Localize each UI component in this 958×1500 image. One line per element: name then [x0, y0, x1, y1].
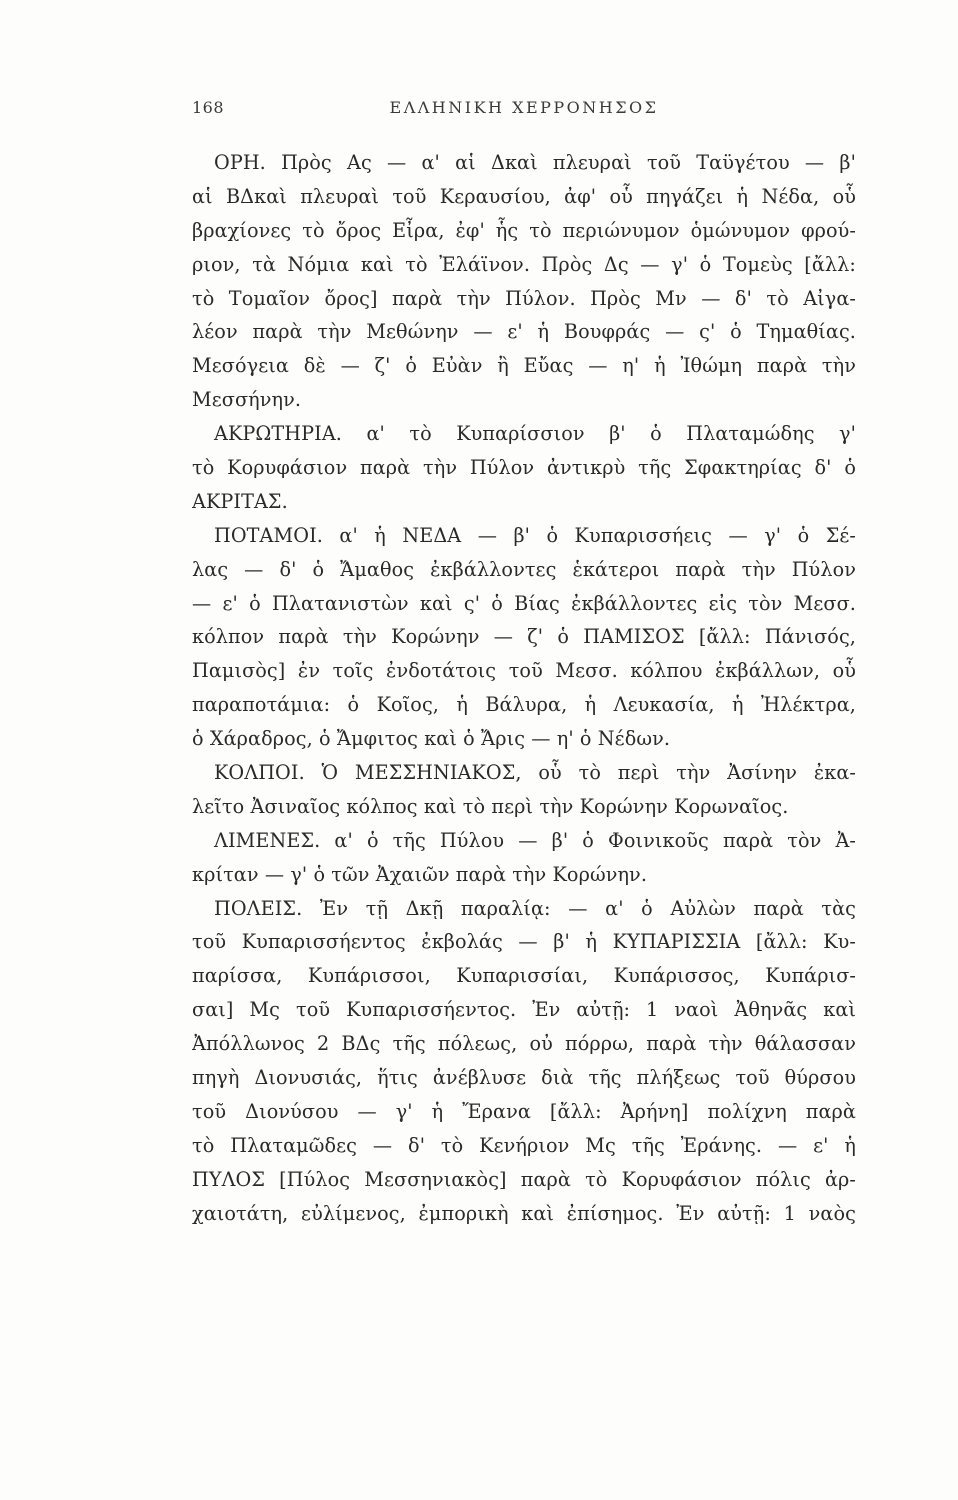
text-line: ΑΚΡΩΤΗΡΙΑ. α' τὸ Κυπαρίσσιον β' ὁ Πλαταμώδης γ' — [214, 422, 856, 446]
running-title: ΕΛΛΗΝΙΚΗ ΧΕΡΡΟΝΗΣΟΣ — [389, 98, 659, 117]
text-line: παραποτάμια: ὁ Κοῖος, ἡ Βάλυρα, ἡ Λευκασία, ἡ Ἠλέκτρα, — [192, 693, 856, 717]
body-text — [192, 146, 856, 1231]
text-line: ΠΟΛΕΙΣ. Ἐν τῇ Δκῇ παραλίᾳ: — α' ὁ Αὐλὼν παρὰ τὰς — [214, 896, 856, 920]
text-line: Μεσόγεια δὲ — ζ' ὁ Εὐὰν ἢ Εὔας — η' ἡ Ἰθώμη παρὰ τὴν — [192, 354, 856, 378]
text-line: λέον παρὰ τὴν Μεθώνην — ε' ἡ Βουφράς — ς' ὁ Τημαθίας. — [192, 320, 856, 344]
page-number: 168 — [192, 98, 225, 117]
text-line: ΟΡΗ. Πρὸς Ας — α' αἱ Δκαὶ πλευραὶ τοῦ Ταϋγέτου — β' — [214, 151, 856, 174]
text-line: παρίσσα, Κυπάρισσοι, Κυπαρισσίαι, Κυπάρισσος, Κυπάρισ- — [192, 964, 856, 988]
text-line: τὸ Πλαταμῶδες — δ' τὸ Κενήριον Μς τῆς Ἐράνης. — ε' ἡ — [192, 1133, 856, 1157]
text-line: λεῖτο Ἀσιναῖος κόλπος καὶ τὸ περὶ τὴν Κορώνην Κορωναῖος. — [192, 794, 789, 818]
running-head — [192, 98, 856, 128]
text-line: τοῦ Κυπαρισσήεντος ἐκβολάς — β' ἡ ΚΥΠΑΡΙΣΣΙΑ [ἄλλ: Κυ- — [192, 930, 856, 954]
text-line: κόλπον παρὰ τὴν Κορώνην — ζ' ὁ ΠΑΜΙΣΟΣ [ἄλλ: Πάνισός, — [192, 625, 856, 649]
text-line: κρίταν — γ' ὁ τῶν Ἀχαιῶν παρὰ τὴν Κορώνην. — [192, 862, 648, 886]
text-line: ΛΙΜΕΝΕΣ. α' ὁ τῆς Πύλου — β' ὁ Φοινικοῦς παρὰ τὸν Ἀ- — [214, 828, 856, 852]
text-line: Μεσσήνην. — [192, 388, 302, 412]
text-line: ΠΥΛΟΣ [Πύλος Μεσσηνιακὸς] παρὰ τὸ Κορυφάσιον πόλις ἀρ- — [192, 1167, 856, 1191]
text-line: πηγὴ Διονυσιάς, ἥτις ἀνέβλυσε διὰ τῆς πλήξεως τοῦ θύρσου — [192, 1066, 856, 1090]
text-line: βραχίονες τὸ ὄρος Εἶρα, ἐφ' ἧς τὸ περιώνυμον ὁμώνυμον φρού- — [192, 218, 856, 242]
text-line: ΠΟΤΑΜΟΙ. α' ἡ ΝΕΔΑ — β' ὁ Κυπαρισσήεις — γ' ὁ Σέ- — [214, 523, 856, 547]
text-line: ΑΚΡΙΤΑΣ. — [192, 489, 288, 513]
text-line: τὸ Κορυφάσιον παρὰ τὴν Πύλον ἀντικρὺ τῆς Σφακτηρίας δ' ὁ — [192, 456, 856, 480]
text-line: ΚΟΛΠΟΙ. Ὁ ΜΕΣΣΗΝΙΑΚΟΣ, οὗ τὸ περὶ τὴν Ἀσίνην ἐκα- — [214, 761, 856, 785]
text-line: χαιοτάτη, εὐλίμενος, ἐμπορικὴ καὶ ἐπίσημος. Ἐν αὐτῇ: 1 ναὸς — [192, 1201, 856, 1225]
text-line: λας — δ' ὁ Ἄμαθος ἐκβάλλοντες ἑκάτεροι παρὰ τὴν Πύλον — [192, 557, 856, 581]
text-line: Ἀπόλλωνος 2 ΒΔς τῆς πόλεως, οὐ πόρρω, παρὰ τὴν θάλασσαν — [192, 1032, 856, 1056]
text-line: ὁ Χάραδρος, ὁ Ἄμφιτος καὶ ὁ Ἄρις — η' ὁ Νέδων. — [192, 727, 671, 751]
text-line: αἱ ΒΔκαὶ πλευραὶ τοῦ Κεραυσίου, ἀφ' οὗ πηγάζει ἡ Νέδα, οὗ — [192, 184, 856, 208]
text-line: σαι] Μς τοῦ Κυπαρισσήεντος. Ἐν αὐτῇ: 1 ναοὶ Ἀθηνᾶς καὶ — [192, 998, 856, 1022]
text-line: ριον, τὰ Νόμια καὶ τὸ Ἐλάϊνον. Πρὸς Δς — γ' ὁ Τομεὺς [ἄλλ: — [192, 252, 856, 276]
text-line: — ε' ὁ Πλατανιστὼν καὶ ς' ὁ Βίας ἐκβάλλοντες εἰς τὸν Μεσσ. — [192, 591, 856, 615]
text-line: τὸ Τομαῖον ὄρος] παρὰ τὴν Πύλον. Πρὸς Μν — δ' τὸ Αἰγα- — [192, 286, 856, 310]
text-line: Παμισὸς] ἐν τοῖς ἐνδοτάτοις τοῦ Μεσσ. κόλπου ἐκβάλλων, οὗ — [192, 659, 856, 683]
text-line: τοῦ Διονύσου — γ' ἡ Ἔρανα [ἄλλ: Ἀρήνη] πολίχνη παρὰ — [192, 1099, 856, 1123]
